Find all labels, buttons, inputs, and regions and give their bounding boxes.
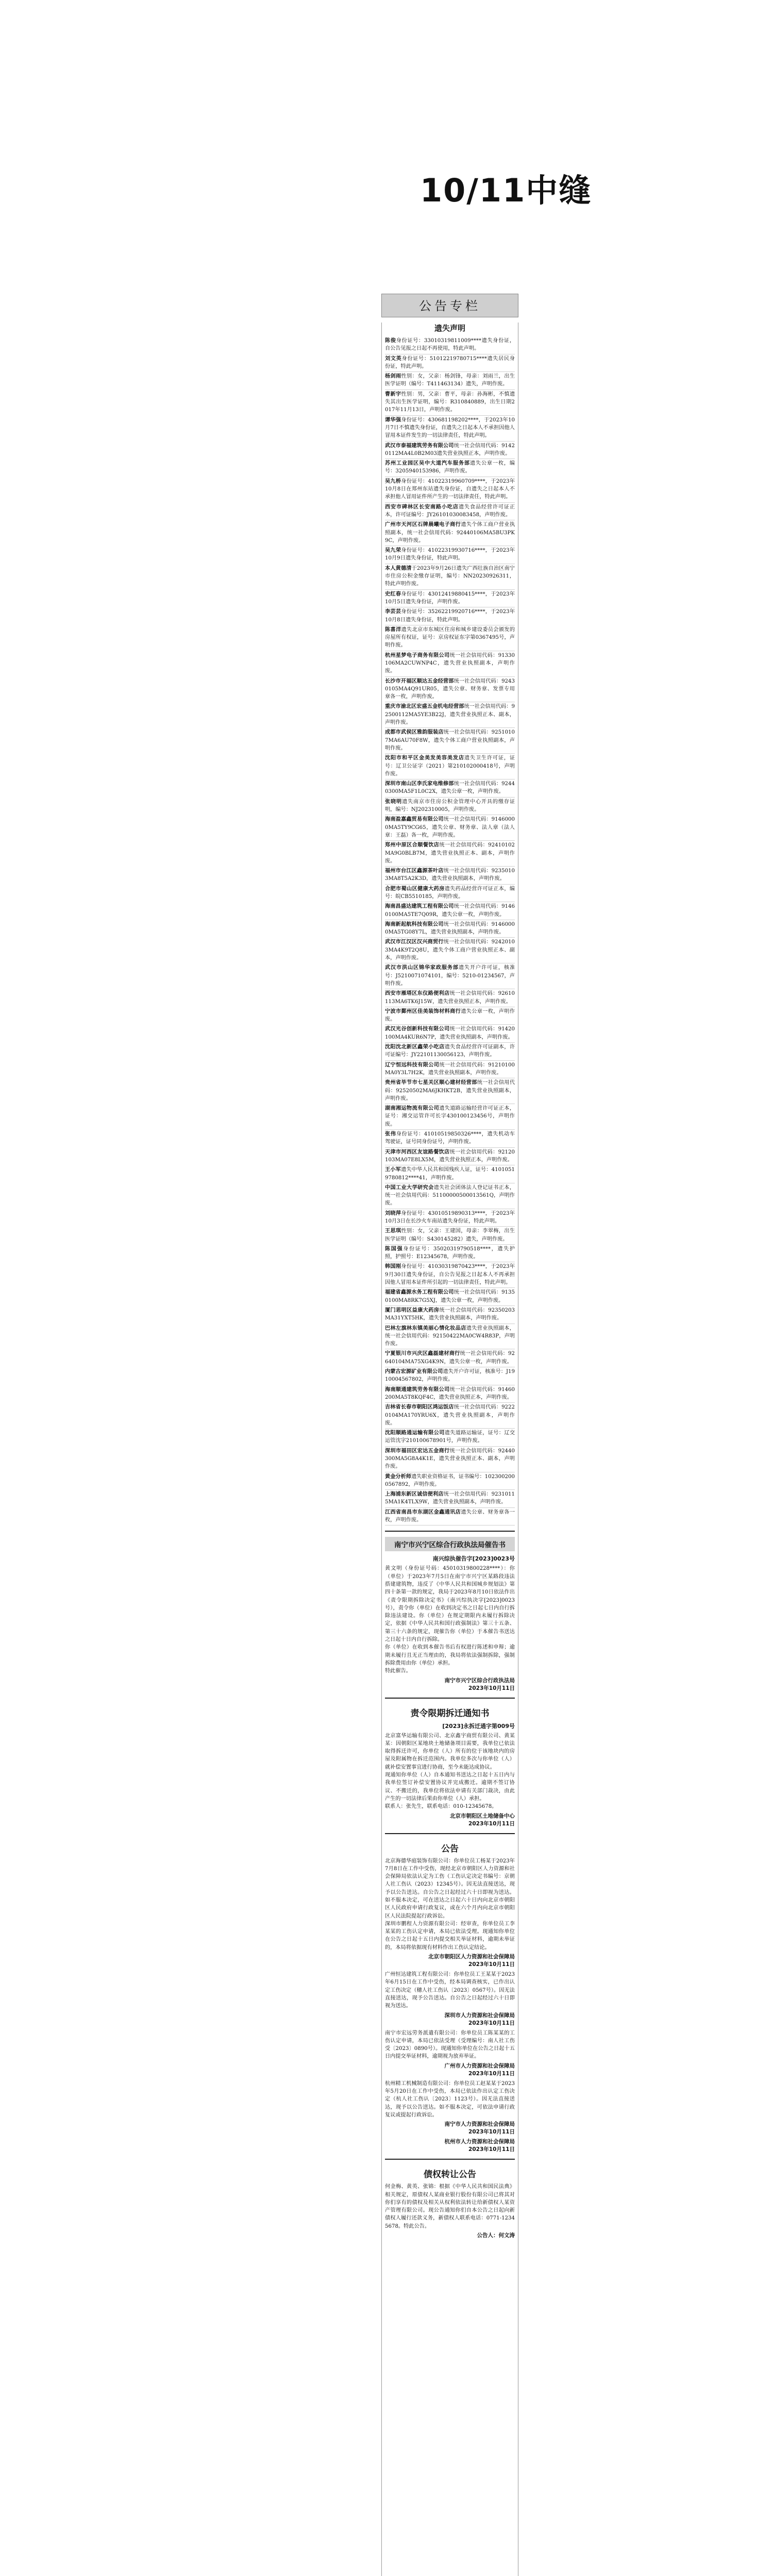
lost-notice-name: 贵州省毕节市七星关区顺心建材经营部 [385, 1080, 477, 1086]
lost-notice-item [385, 477, 515, 503]
lost-notice-text: 遗失开户许可证，核准号：J5210071074101，编号：5210-01234567，声明作废。 [385, 965, 515, 987]
lost-notice-text: 遗失营业执照副本，统一社会信用代码：92150422MA0CW4R83P，声明作废。 [385, 1325, 515, 1347]
section-divider [385, 1698, 515, 1699]
lost-notice-name: 韩国刚 [385, 1264, 401, 1270]
lost-notice-name: 上海浦东新区诚信便利店 [385, 1492, 444, 1498]
lost-notice-text: 统一社会信用代码：91420112MA4L0B2M03遗失营业执照正本，声明作废。 [385, 443, 515, 456]
lost-notice-item [385, 902, 515, 920]
lost-notice-item [385, 1403, 515, 1429]
lost-notice-text: 统一社会信用代码：92520502MA6JKHKT2B，遗失营业执照副本，声明作废。 [385, 1080, 515, 1101]
lost-notice-name: 广州市天河区石牌晨曦电子商行 [385, 522, 461, 528]
gonggao-title: 公告 [441, 1843, 459, 1854]
lost-notice-item [385, 754, 515, 779]
lost-notice-item [385, 590, 515, 608]
lost-notice-text: 统一社会信用代码：91460200MA5T8KQF4C，遗失营业执照正本，声明作废。 [385, 1386, 515, 1400]
signature-line: 2023年10月11日 [468, 2129, 515, 2136]
transfer-signature: 公告人：何文涛 [477, 2232, 515, 2239]
lost-notice-item [385, 520, 515, 546]
lost-notice-text: 统一社会信用代码：92610113MA6TK6J15W，遗失营业执照正本，声明作废。 [385, 991, 515, 1005]
lost-notice-name: 海南昌盛达建筑工程有限公司 [385, 904, 454, 910]
page-title: 10/11中缝 [420, 172, 592, 209]
lost-notice-text: 统一社会信用代码：91330106MA2CUWNP4C，遗失营业执照副本，声明作废。 [385, 652, 515, 674]
gonggao-signature [385, 2062, 515, 2078]
lost-notice-name: 王思琪 [385, 1228, 401, 1234]
lost-notice-item [385, 390, 515, 416]
lost-notice-item [385, 1227, 515, 1245]
lost-notice-text: 遗失南京市住房公积金管理中心开具的缴存证明，编号：NJ202310005，声明作废。 [385, 799, 515, 813]
lost-notice-name: 曹新宇 [385, 391, 401, 397]
lost-notice-text: 遗失个体工商户营业执照副本，统一社会信用代码：92440106MA5BU3PK9C，声明作废。 [385, 522, 515, 544]
lost-notice-name: 沈阳顺路通运输有限公司 [385, 1430, 445, 1436]
lost-notice-name: 黄金分析师 [385, 1473, 411, 1480]
order-paragraph: 北京富华运输有限公司、北京鑫宇商贸有限公司、黄某某：因朝阳区某地块土地储备项目需要，我单位已依法取得拆迁许可，你单位（人）所有的位于该地块内的房屋及附属物在拆迁范围内。我单位多次与你单位（人）就补偿安置事宜进行协商，至今未能达成协议。 [385, 1733, 515, 1770]
order-notice-signature [385, 1812, 515, 1828]
lost-notice-item [385, 503, 515, 521]
column-title: 公告专栏 [381, 294, 518, 317]
signature-line: 杭州市人力资源和社会保障局 [444, 2139, 515, 2145]
lost-notice-text: 统一社会信用代码：92640104MA75XG4K9N，遗失公章一枚，声明作废。 [385, 1351, 515, 1365]
lost-notice-name: 福州市台江区鑫源茶叶店 [385, 868, 444, 874]
signature-line: 2023年10月11日 [468, 2020, 515, 2026]
lost-notice-text: 身份证号：41022319930716****，于2023年10月9日遗失身份证，特此声明。 [385, 548, 515, 562]
lost-notice-name: 杨剑雨 [385, 374, 401, 380]
lost-notice-text: 身份证号：35262219920716****，于2023年10月8日遗失身份证，特此声明。 [385, 609, 515, 623]
lost-notice-text: 遗失公章一枚，声明作废。 [385, 1008, 515, 1023]
lost-notice-text: 统一社会信用代码：91420100MA4KUR6N7P，遗失营业执照副本，声明作废。 [385, 1026, 515, 1040]
lost-notice-text: 统一社会信用代码：91460000MA5TG08Y7L，遗失营业执照副本，声明作废。 [385, 921, 515, 936]
lost-notice-item [385, 938, 515, 963]
gonggao-signature [385, 2121, 515, 2136]
lost-notice-name: 张晓明 [385, 799, 402, 805]
order-paragraph: 联系人：张先生，联系电话：010-12345678。 [385, 1804, 497, 1810]
order-notice-title: 责令限期拆迁通知书 [410, 1708, 490, 1719]
gonggao-paragraph: 杭州精工机械制造有限公司：你单位员工赵某某于2023年5月20日在工作中受伤，本局已依法作出认定工伤决定（杭人社工伤认〔2023〕1123号）。因无法直接送达，现予以公告送达。如不服本决定，可依法申请行政复议或提起行政诉讼。 [385, 2080, 515, 2118]
lost-notice-text: 遗失卫生许可证，证号：辽卫公证字（2021）第210102000418号，声明作废。 [385, 755, 515, 777]
lost-notice-text: 身份证号：41010519850326****，遗失机动车驾驶证，证号同身份证号，声明作废。 [385, 1131, 515, 1145]
signature-line: 北京市朝阳区人力资源和社会保障局 [428, 1954, 515, 1960]
gonggao-body [385, 1857, 515, 2154]
lost-notice-name: 内蒙古宏源矿业有限公司 [385, 1369, 443, 1375]
transfer-title: 债权转让公告 [424, 2170, 476, 2180]
lost-notice-name: 辽宁恒远科技有限公司 [385, 1062, 440, 1068]
lost-notice-text: 身份证号：41022319960709****，于2023年10月8日在郑州东站遗失身份证，自遗失之日起本人不承担他人冒用证件所产生的一切法律责任，特此声明。 [385, 478, 515, 500]
lost-notice-text: 遗失食品经营许可证副本，许可证编号：JY22101130056123，声明作废。 [385, 1044, 515, 1058]
lost-notice-text: 身份证号：35020319790518****，遗失护照，护照号：E12345678，声明作废。 [385, 1246, 515, 1260]
section-divider [385, 1833, 515, 1834]
lost-notice-name: 陈俊 [385, 338, 396, 344]
gonggao-signature [385, 2138, 515, 2154]
lost-notice-name: 海南新起航科技有限公司 [385, 921, 444, 927]
lost-notice-text: 统一社会信用代码：92500112MA5YE3B22J，遗失营业执照正本、副本，声明作废。 [385, 704, 515, 726]
lost-notice-name: 江西省南昌市东湖区金鑫通讯店 [385, 1509, 461, 1515]
lost-notice-name: 武汉市江汉区汉兴商贸行 [385, 939, 444, 945]
lost-notice-item [385, 1104, 515, 1130]
lost-notice-item [385, 1130, 515, 1148]
lost-notice-item [385, 702, 515, 728]
lost-notice-item [385, 815, 515, 841]
lost-notice-item [385, 651, 515, 677]
lost-notice-name: 张伟 [385, 1131, 396, 1138]
signature-line: 2023年10月11日 [468, 1961, 515, 1968]
lost-notice-name: 海南顺通建筑劳务有限公司 [385, 1386, 450, 1393]
lost-notice-name: 刘文英 [385, 355, 402, 362]
lost-notice-text: 身份证号：41030319870423****，于2023年9月30日遗失身份证，自公告见报之日起本人不再承担因他人冒用本证件所引起的一切法律责任，特此声明。 [385, 1264, 515, 1286]
lost-notice-name: 郑州中原区合顺餐饮店 [385, 842, 440, 849]
order-paragraph: 现通知你单位（人）自本通知书送达之日起十五日内与我单位签订补偿安置协议并完成搬迁。逾期不签订协议、不搬迁的，我单位将依法申请有关部门裁决，由此产生的一切法律后果由你单位（人）承担。 [385, 1772, 515, 1802]
lost-notice-name: 福建省鑫源水务工程有限公司 [385, 1290, 454, 1296]
lost-notice-name: 陈国强 [385, 1246, 404, 1252]
lost-notice-text: 身份证号：33010319811009****遗失身份证，自公告见报之日起不再使用，特此声明。 [385, 338, 515, 352]
lost-notice-text: 统一社会信用代码：92220104MA170YRU6X，遗失营业执照副本，声明作废。 [385, 1404, 515, 1426]
lost-notice-text: 遗失北京市东城区住房和城乡建设委员会颁发的房屋所有权证，证号：京房权证东字第0367495号，声明作废。 [385, 626, 515, 649]
lost-notice-text: 统一社会信用代码：91460000MA5TY9CG65，遗失公章、财务章、法人章（法人章：王磊）各一枚，声明作废。 [385, 817, 515, 838]
lost-notice-item [385, 963, 515, 989]
urge-doc-number: 南兴综执催告字[2023]0023号 [432, 1555, 515, 1563]
lost-notice-text: 性别：女，父亲：王建国，母亲：李翠梅，出生医学证明（编号：S430145282）遗失，声明作废。 [385, 1228, 515, 1242]
lost-notice-text: 遗失开户许可证，核准号：J1910004567802，声明作废。 [385, 1369, 515, 1383]
signature-line: 广州市人力资源和社会保障局 [444, 2062, 515, 2069]
lost-notice-text: 身份证号：43010519890313****，于2023年10月3日在长沙火车南站遗失身份证，特此声明。 [385, 1210, 515, 1224]
gonggao-signature [385, 1953, 515, 1969]
lost-notice-text: 统一社会信用代码：92120103MA07E8LX5M，遗失营业执照正本，声明作废。 [385, 1149, 515, 1163]
lost-notice-item [385, 354, 515, 372]
lost-notice-item [385, 1209, 515, 1227]
lost-notice-item [385, 442, 515, 460]
signature-line: 2023年10月11日 [468, 2146, 515, 2153]
lost-notice-name: 重庆市渝北区宏盛五金机电经营部 [385, 704, 464, 710]
lost-notice-item [385, 1165, 515, 1183]
urge-notice-title: 南宁市兴宁区综合行政执法局催告书 [385, 1537, 515, 1551]
gonggao-paragraph: 北京海德华庭装饰有限公司：你单位员工杨某于2023年7月8日在工作中受伤，现经北京市朝阳区人力资源和社会保障局依法认定为工伤（工伤认定决定书编号：京朝人社工伤认（2023）12345号）。因无法直接送达，现予以公告送达。自公告之日起经过六十日即视为送达。如不服本决定，可在送达之日起六十日内向北京市朝阳区人民政府申请行政复议，或在六个月内向北京市朝阳区人民法院提起行政诉讼。 [385, 1858, 515, 1919]
gonggao-paragraph: 广州恒达建筑工程有限公司：你单位员工王某某于2023年6月15日在工作中受伤，经本局调查核实，已作出认定工伤决定（穗人社工伤认〔2023〕0567号）。因无法直接送达，现予公告送达。自公告之日起经过六十日即视为送达。 [385, 1972, 515, 2009]
lost-notice-text: 身份证号：43012419880415****，于2023年10月5日遗失身份证，声明作废。 [385, 591, 515, 605]
lost-notice-item [385, 607, 515, 625]
lost-notice-item [385, 1306, 515, 1324]
lost-notice-text: 统一社会信用代码：92430105MA4Q91UR05，遗失公章、财务章、发票专用章各一枚，声明作废。 [385, 678, 515, 700]
lost-notice-item [385, 1288, 515, 1306]
section-divider [385, 2159, 515, 2160]
lost-notice-text: 遗失职业资格证书，证书编号：1023002000567892，声明作废。 [385, 1473, 515, 1487]
lost-notice-text: 统一社会信用代码：91350100MA8RK7G5XJ，遗失公章一枚，声明作废。 [385, 1290, 515, 1303]
lost-notice-name: 史红春 [385, 591, 401, 597]
lost-notice-name: 中国工业大学研究会 [385, 1184, 434, 1191]
lost-notice-text: 身份证号：51012219780715****遗失居民身份证，特此声明。 [385, 355, 515, 369]
urge-paragraph: 你（单位）在收到本催告书后有权进行陈述和申辩；逾期未履行且无正当理由的，我局将依法强制拆除，强制拆除费用由你（单位）承担。 [385, 1645, 515, 1666]
order-doc-number: [2023]永拆迁通字第009号 [442, 1722, 515, 1730]
signature-line: 北京市朝阳区土地储备中心 [450, 1812, 515, 1819]
lost-notice-name: 深圳市福田区宏达五金商行 [385, 1448, 450, 1454]
lost-notice-item [385, 841, 515, 867]
gonggao-paragraph: 南宁市宏远劳务派遣有限公司：你单位员工陈某某的工伤认定申请，本局已依法受理（受理编号：南人社工伤受〔2023〕0890号）。现通知你单位在公告之日起十五日内提交举证材料，逾期视为放弃举证。 [385, 2030, 515, 2060]
lost-notice-item [385, 546, 515, 564]
lost-notice-text: 统一社会信用代码：92440300MA5G8A4K1E，遗失营业执照正本、副本，声明作废。 [385, 1448, 515, 1470]
lost-notice-name: 吴九荣 [385, 548, 401, 554]
lost-notice-item [385, 1183, 515, 1209]
lost-notice-item [385, 1043, 515, 1061]
lost-notice-text: 遗失公章一枚，编号：3205940153986，声明作废。 [385, 461, 515, 474]
lost-notice-item [385, 885, 515, 903]
lost-notice-item [385, 1148, 515, 1166]
lost-notice-item [385, 1447, 515, 1472]
lost-notice-item [385, 1262, 515, 1288]
lost-notice-item [385, 459, 515, 477]
lost-notice-item [385, 416, 515, 442]
lost-notice-text: 统一社会信用代码：92420103MA4K9T2Q8U，遗失个体工商户营业执照正本、副本，声明作废。 [385, 939, 515, 961]
lost-notice-name: 苏州工业园区吴中大道汽车服务部 [385, 461, 470, 467]
lost-notice-name: 本人黄德清 [385, 565, 412, 571]
lost-notice-item [385, 372, 515, 390]
urge-paragraph: 特此催告。 [385, 1668, 411, 1674]
lost-notice-name: 西安市碑林区长安南路小吃店 [385, 504, 459, 510]
urge-notice-body [385, 1565, 515, 1675]
notice-column [381, 294, 518, 2576]
lost-notice-name: 天津市河西区友谊路餐饮店 [385, 1149, 450, 1155]
lost-notice-name: 沈阳市和平区金美发美容美发店 [385, 755, 464, 761]
lost-notice-name: 李芸芸 [385, 609, 401, 615]
lost-notice-item [385, 1025, 515, 1043]
lost-notice-item [385, 1429, 515, 1447]
lost-notice-name: 宁波市鄞州区佳美装饰材料商行 [385, 1008, 461, 1014]
lost-notice-name: 厦门思明区益康大药房 [385, 1307, 440, 1313]
urge-paragraph: 黄文明（身份证号码：45010319800228****）：你（单位）于2023年7月5日在南宁市兴宁区某路段违法搭建建筑物，违反了《中华人民共和国城乡规划法》第四十条第一款的规定，我局于2023年8月10日依法作出《责令限期拆除决定书》（南兴综执决字[2023]0023号），责令你（单位）在收到决定书之日起七日内自行拆除违法建设。你（单位）在规定期限内未履行拆除决定，依据《中华人民共和国行政强制法》第三十五条、第三十六条的规定，现催告你（单位）于本催告书送达之日起十日内自行拆除。 [385, 1566, 515, 1643]
lost-notice-text: 统一社会信用代码：92350203MA31YXT5HK，遗失营业执照副本，声明作废。 [385, 1307, 515, 1321]
lost-notice-item [385, 1007, 515, 1025]
lost-notice-list [385, 336, 515, 1526]
transfer-paragraph: 何金梅、黄英、张锦：根据《中华人民共和国民法典》相关规定，原债权人某商业银行股份有限公司已将其对你们享有的债权及相关从权利依法转让给新债权人某资产管理有限公司。现公告通知你们自本公告之日起向新债权人履行还款义务，新债权人联系电话：0771-12345678。特此公告。 [385, 2184, 515, 2229]
lost-notice-name: 西安市雁塔区东仪路便利店 [385, 991, 450, 997]
lost-notice-name: 谭华强 [385, 417, 401, 423]
lost-notice-name: 吉林省长春市朝阳区鸿运饭店 [385, 1404, 454, 1411]
order-notice-body [385, 1732, 515, 1811]
gonggao-paragraph: 深圳市鹏程人力资源有限公司：经审查，你单位员工李某某的工伤认定申请，本局已依法受理。现通知你单位在公告之日起十五日内提交相关举证材料，逾期未举证的，本局将依据现有材料作出工伤认定结论。 [385, 1921, 515, 1951]
lost-notice-item [385, 625, 515, 651]
signature-line: 南宁市兴宁区综合行政执法局 [444, 1677, 515, 1684]
lost-notice-text: 性别：男，父亲：曹平，母亲：孙海彬，不慎遗失其出生医学证明，编号：R310840889，出生日期2017年11月13日，声明作废。 [385, 391, 515, 413]
lost-notice-item [385, 1324, 515, 1350]
lost-notice-text: 遗失公章、财务章各一枚，声明作废。 [385, 1509, 515, 1523]
lost-notice-name: 成都市武侯区雅韵服装店 [385, 730, 444, 736]
lost-notice-text: 性别：女，父亲：杨剑锋，母亲：刘雨兰，出生医学证明（编号：T411463134）遗失，声明作废。 [385, 374, 515, 387]
column-body [381, 323, 518, 2576]
lost-notice-text: 身份证号：430681198202****，于2023年10月7日不慎遗失身份证，自遗失之日起本人不承担因他人冒用本证件发生的一切法律责任，特此声明。 [385, 417, 515, 439]
lost-notice-text: 遗失食品经营许可证正本，许可证编号：JY26101030083458，声明作废。 [385, 504, 515, 518]
lost-notice-name: 湖南湘运物流有限公司 [385, 1106, 440, 1112]
lost-notice-name: 巴林左旗林东镇美丽心情化妆品店 [385, 1325, 466, 1331]
lost-notice-item [385, 1078, 515, 1104]
lost-notice-item [385, 1061, 515, 1079]
lost-notice-item [385, 920, 515, 938]
signature-line: 2023年10月11日 [468, 1685, 515, 1691]
lost-notice-text: 遗失药品经营许可证正本，编号：皖CB5510185，声明作废。 [385, 886, 515, 900]
lost-notice-text: 遗失道路运输证，证号：辽交运管沈字210100678901号，声明作废。 [385, 1430, 515, 1444]
lost-notice-text: 遗失社会团体法人登记证书正本，统一社会信用代码：51100000500013561Q，声明作废。 [385, 1184, 515, 1207]
signature-line: 2023年10月11日 [468, 2070, 515, 2077]
lost-notice-item [385, 564, 515, 590]
lost-notice-name: 杭州星梦电子商务有限公司 [385, 652, 450, 658]
lost-notice-name: 武汉光谷创新科技有限公司 [385, 1026, 450, 1032]
lost-notice-text: 遗失道路运输经营许可证正本，证号：湘交运管许可长字430100123456号，声明作废。 [385, 1106, 515, 1127]
lost-notice-text: 统一社会信用代码：91460100MA5TE7Q09R，遗失公章一枚，声明作废。 [385, 904, 515, 918]
lost-notice-name: 刘晓萍 [385, 1210, 401, 1216]
lost-notice-item [385, 989, 515, 1007]
lost-notice-name: 长沙市开福区顺达五金经营部 [385, 678, 454, 684]
lost-notice-item [385, 779, 515, 798]
signature-line: 南宁市人力资源和社会保障局 [444, 2121, 515, 2128]
lost-notice-item [385, 336, 515, 354]
lost-notice-item [385, 1245, 515, 1263]
signature-line: 2023年10月11日 [468, 1820, 515, 1827]
urge-notice-signature [385, 1677, 515, 1692]
lost-notice-item [385, 1367, 515, 1385]
lost-notice-name: 武汉市泰福建筑劳务有限公司 [385, 443, 454, 449]
lost-notice-item [385, 728, 515, 754]
lost-notice-item [385, 1349, 515, 1367]
lost-notice-name: 深圳市南山区李氏家电维修部 [385, 781, 454, 787]
lost-notice-name: 吴九桥 [385, 478, 401, 484]
lost-notice-name: 海南盈嘉鑫贸易有限公司 [385, 817, 444, 823]
lost-notice-item [385, 867, 515, 885]
lost-notice-text: 于2023年9月26日遗失广西壮族自治区南宁市住房公积金缴存证明，编号：NN20230926311，特此声明作废。 [385, 565, 515, 587]
lost-notice-text: 统一社会信用代码：91210100MA0Y3L7H2K，遗失营业执照副本，声明作废。 [385, 1062, 515, 1076]
section-divider [385, 1531, 515, 1532]
lost-notice-name: 宁夏银川市兴庆区鑫磊建材商行 [385, 1351, 460, 1357]
lost-notice-item [385, 1508, 515, 1526]
lost-notice-item [385, 677, 515, 703]
lost-notice-text: 统一社会信用代码：92410102MA9G0BLB7M，遗失营业执照正本、副本，声明作废。 [385, 842, 515, 864]
gonggao-signature [385, 2012, 515, 2027]
lost-notice-item [385, 1472, 515, 1490]
lost-notice-item [385, 798, 515, 816]
lost-section-title: 遗失声明 [434, 324, 465, 333]
lost-notice-name: 武汉市洪山区锦华家政服务部 [385, 965, 459, 971]
lost-notice-name: 陈喜洋 [385, 626, 401, 633]
lost-notice-text: 统一社会信用代码：92350103MA8T5A2K3D，遗失营业执照副本，声明作废。 [385, 868, 515, 882]
lost-notice-text: 遗失中华人民共和国残疾人证，证号：41010519780812****41，声明作废。 [385, 1167, 515, 1181]
lost-notice-text: 统一社会信用代码：92310115MA1K4TLX9W，遗失营业执照副本，声明作废。 [385, 1492, 515, 1505]
lost-notice-name: 沈阳沈北新区鑫荣小吃店 [385, 1044, 445, 1050]
lost-notice-item [385, 1490, 515, 1508]
lost-notice-text: 统一社会信用代码：92510107MA6AU70F8W，遗失个体工商户营业执照副本，声明作废。 [385, 730, 515, 751]
lost-notice-name: 王小军 [385, 1167, 401, 1173]
signature-line: 深圳市人力资源和社会保障局 [444, 2012, 515, 2019]
lost-notice-item [385, 1385, 515, 1403]
lost-notice-name: 合肥市蜀山区健康大药房 [385, 886, 445, 892]
lost-notice-text: 统一社会信用代码：92440300MA5F1L0C2X，遗失公章一枚，声明作废。 [385, 781, 515, 795]
